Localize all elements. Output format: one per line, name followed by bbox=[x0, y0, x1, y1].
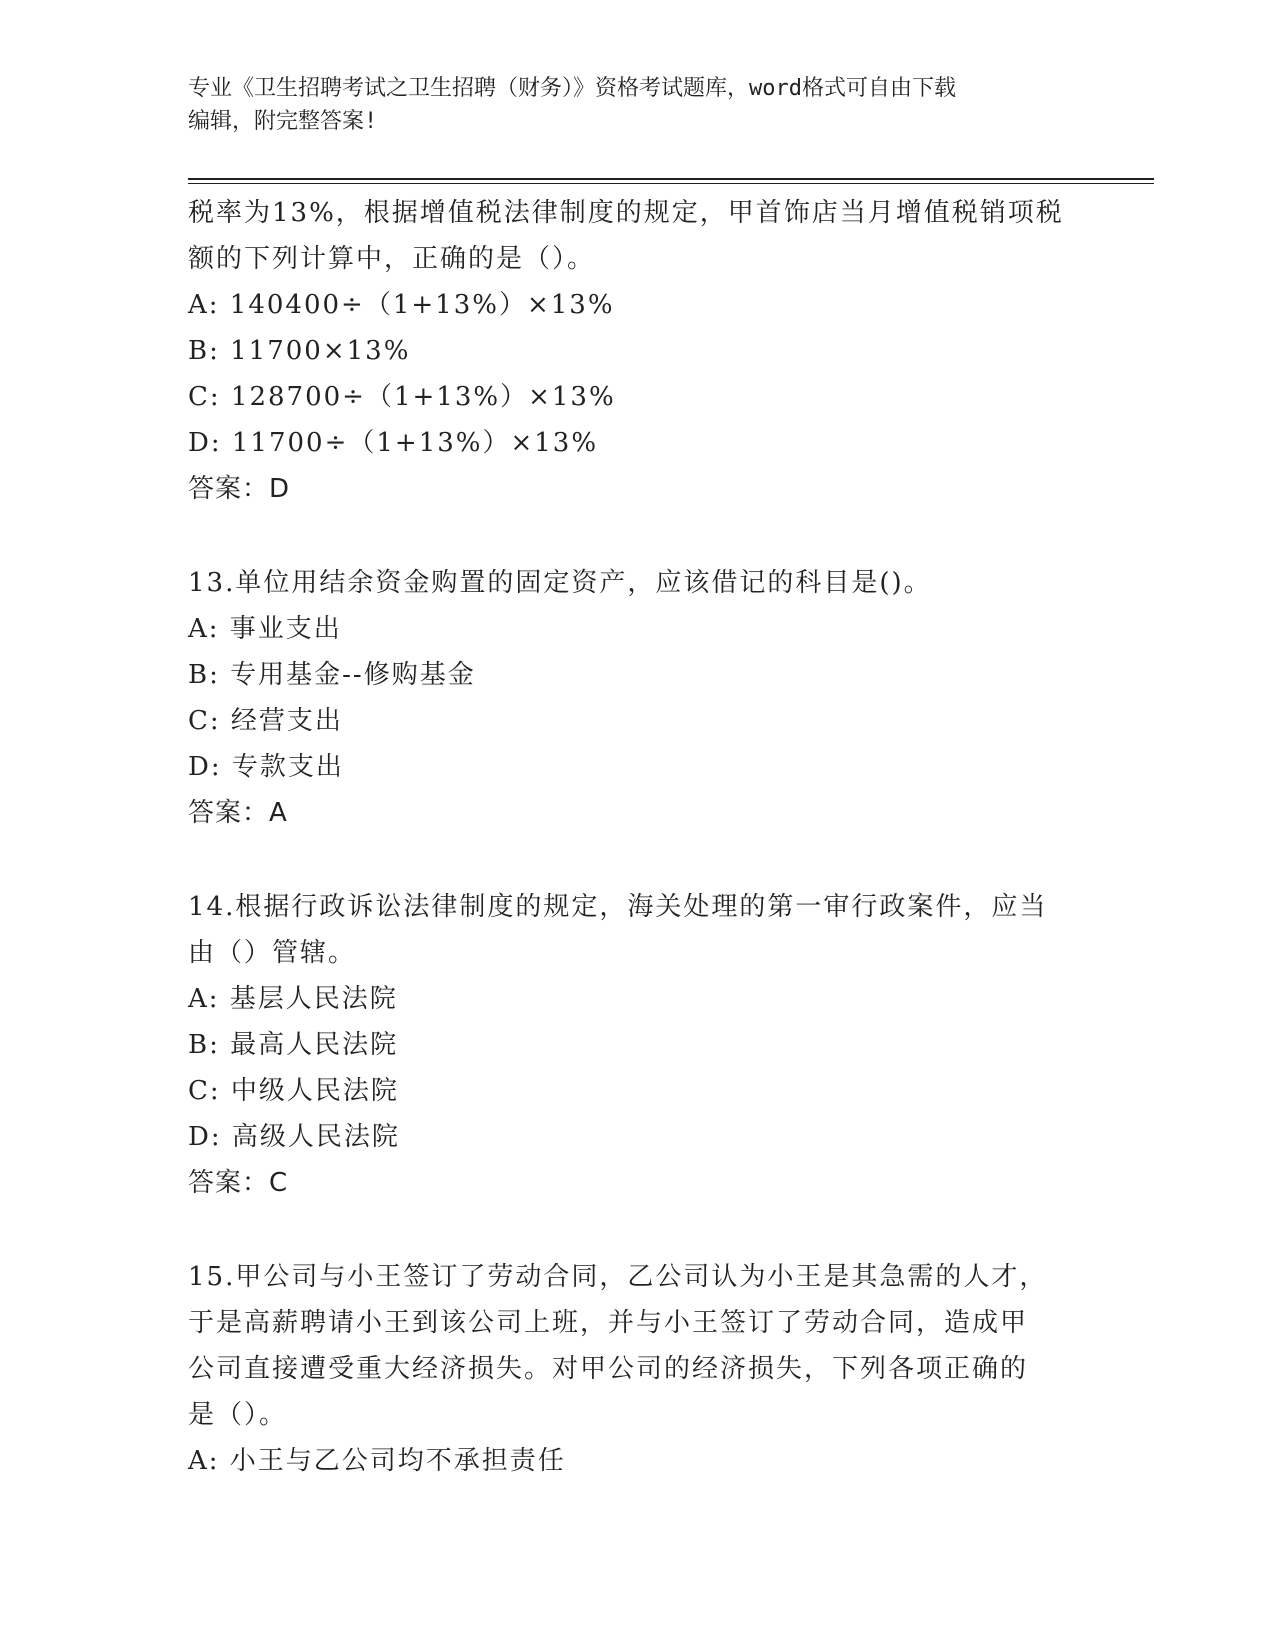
option-b: B: 11700×13% bbox=[188, 336, 411, 366]
question-text-line: 额的下列计算中，正确的是（）。 bbox=[188, 244, 596, 274]
spacer bbox=[188, 1206, 1088, 1254]
option-a: A: 140400÷（1+13%）×13% bbox=[188, 290, 615, 320]
header-line-1: 专业《卫生招聘考试之卫生招聘（财务）》资格考试题库，word格式可自由下载 bbox=[188, 76, 956, 101]
question-text-line: 由（）管辖。 bbox=[188, 938, 357, 968]
option-d: D: 11700÷（1+13%）×13% bbox=[188, 428, 599, 458]
question-13 bbox=[188, 560, 1088, 836]
spacer bbox=[188, 836, 1088, 884]
option-a: A: 事业支出 bbox=[188, 614, 342, 644]
spacer bbox=[188, 512, 1088, 560]
option-c: C: 128700÷（1+13%）×13% bbox=[188, 382, 616, 412]
option-b: B: 最高人民法院 bbox=[188, 1030, 399, 1060]
option-c: C: 经营支出 bbox=[188, 706, 343, 736]
question-14 bbox=[188, 884, 1088, 1206]
question-list bbox=[188, 190, 1088, 1484]
question-text-line: 是（）。 bbox=[188, 1400, 288, 1430]
header-divider-thick bbox=[188, 178, 1154, 180]
header-line-2: 编辑，附完整答案! bbox=[188, 109, 378, 134]
question-text-line: 14.根据行政诉讼法律制度的规定，海关处理的第一审行政案件，应当 bbox=[188, 892, 1048, 922]
question-12 bbox=[188, 190, 1088, 512]
question-text-line: 15.甲公司与小王签订了劳动合同，乙公司认为小王是其急需的人才， bbox=[188, 1262, 1048, 1292]
answer-line: 答案：D bbox=[188, 474, 291, 504]
option-a: A: 基层人民法院 bbox=[188, 984, 398, 1014]
option-b: B: 专用基金--修购基金 bbox=[188, 660, 476, 690]
question-text-line: 公司直接遭受重大经济损失。对甲公司的经济损失，下列各项正确的 bbox=[188, 1354, 1029, 1384]
answer-line: 答案：A bbox=[188, 798, 288, 828]
question-text-line: 于是高薪聘请小王到该公司上班，并与小王签订了劳动合同，造成甲 bbox=[188, 1308, 1029, 1338]
header-divider-thin bbox=[188, 183, 1154, 184]
question-text-line: 13.单位用结余资金购置的固定资产，应该借记的科目是()。 bbox=[188, 568, 932, 598]
option-c: C: 中级人民法院 bbox=[188, 1076, 399, 1106]
answer-line: 答案：C bbox=[188, 1168, 289, 1198]
option-d: D: 专款支出 bbox=[188, 752, 344, 782]
question-15 bbox=[188, 1254, 1088, 1484]
document-header bbox=[188, 72, 1068, 138]
question-text-line: 税率为13%，根据增值税法律制度的规定，甲首饰店当月增值税销项税 bbox=[188, 198, 1064, 228]
option-d: D: 高级人民法院 bbox=[188, 1122, 400, 1152]
option-a: A: 小王与乙公司均不承担责任 bbox=[188, 1446, 566, 1476]
